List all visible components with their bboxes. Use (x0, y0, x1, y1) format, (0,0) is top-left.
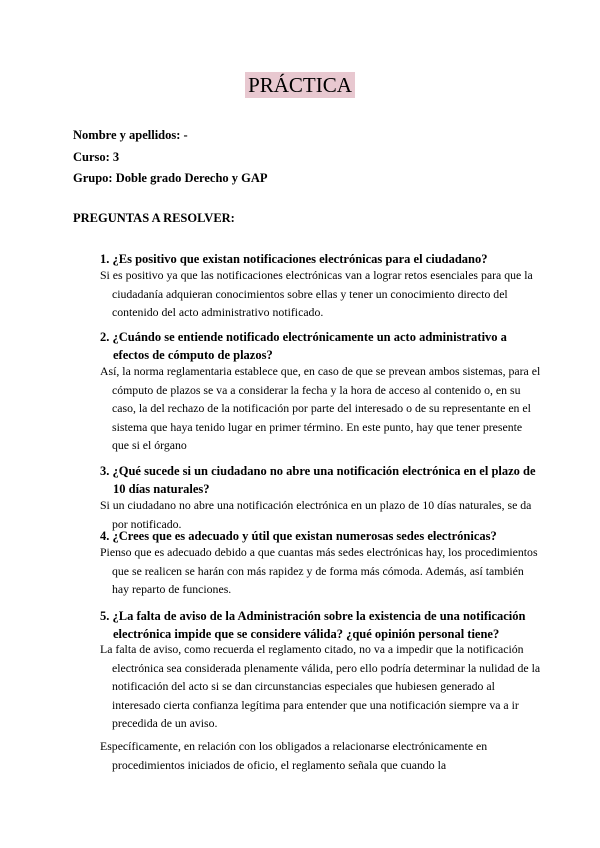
section-heading: PREGUNTAS A RESOLVER: (73, 211, 235, 225)
title-container (0, 72, 600, 98)
question-2: 2. ¿Cuándo se entiende notificado electrónicamente un acto administrativo a efectos de cómputo de plazos? (100, 330, 507, 362)
answer-5: La falta de aviso, como recuerda el reglamento citado, no va a impedir que la notificación electrónica sea considerada plenamente válida, pero ello podría determinar la nulidad de la notificación del acto si se dan circunstancias especiales que hubiesen generado al interesado cierta confianza legítima para entender que una notificación siempre va a ir precedida de un aviso. (100, 642, 541, 730)
question-3: 3. ¿Qué sucede si un ciudadano no abre una notificación electrónica en el plazo de 10 días naturales? (100, 464, 536, 496)
answer-3: Si un ciudadano no abre una notificación electrónica en un plazo de 10 días naturales, se da por notificado. (100, 498, 532, 531)
course-field: Curso: 3 (73, 150, 120, 164)
question-1: 1. ¿Es positivo que existan notificaciones electrónicas para el ciudadano? (100, 252, 488, 266)
page-title: PRÁCTICA (245, 72, 355, 98)
name-field: Nombre y apellidos: - (73, 128, 188, 142)
question-4: 4. ¿Crees que es adecuado y útil que existan numerosas sedes electrónicas? (100, 529, 497, 543)
question-5: 5. ¿La falta de aviso de la Administración sobre la existencia de una notificación electrónica impide que se considere válida? ¿qué opinión personal tiene? (100, 609, 526, 641)
extra-paragraph: Específicamente, en relación con los obligados a relacionarse electrónicamente en procedimientos iniciados de oficio, el reglamento señala que cuando la (100, 739, 488, 772)
group-field: Grupo: Doble grado Derecho y GAP (73, 171, 268, 185)
answer-4: Pienso que es adecuado debido a que cuantas más sedes electrónicas hay, los procedimientos que se realicen se harán con más rapidez y de forma más cómoda. Además, así también hay reparto de funciones. (100, 545, 538, 596)
answer-1: Si es positivo ya que las notificaciones electrónicas van a lograr retos esenciales para que la ciudadanía adquieran conocimientos sobre ellas y tener un conocimiento directo del contenido del acto administrativo notificado. (100, 268, 533, 319)
answer-2: Así, la norma reglamentaria establece que, en caso de que se prevean ambos sistemas, para el cómputo de plazos se va a considerar la fecha y la hora de acceso al contenido o, en su caso, la del rechazo de la notificación por parte del interesado o de su representante en el sistema que haya tenido lugar en primer término. En este punto, hay que tener presente que si el órgano (100, 364, 541, 452)
